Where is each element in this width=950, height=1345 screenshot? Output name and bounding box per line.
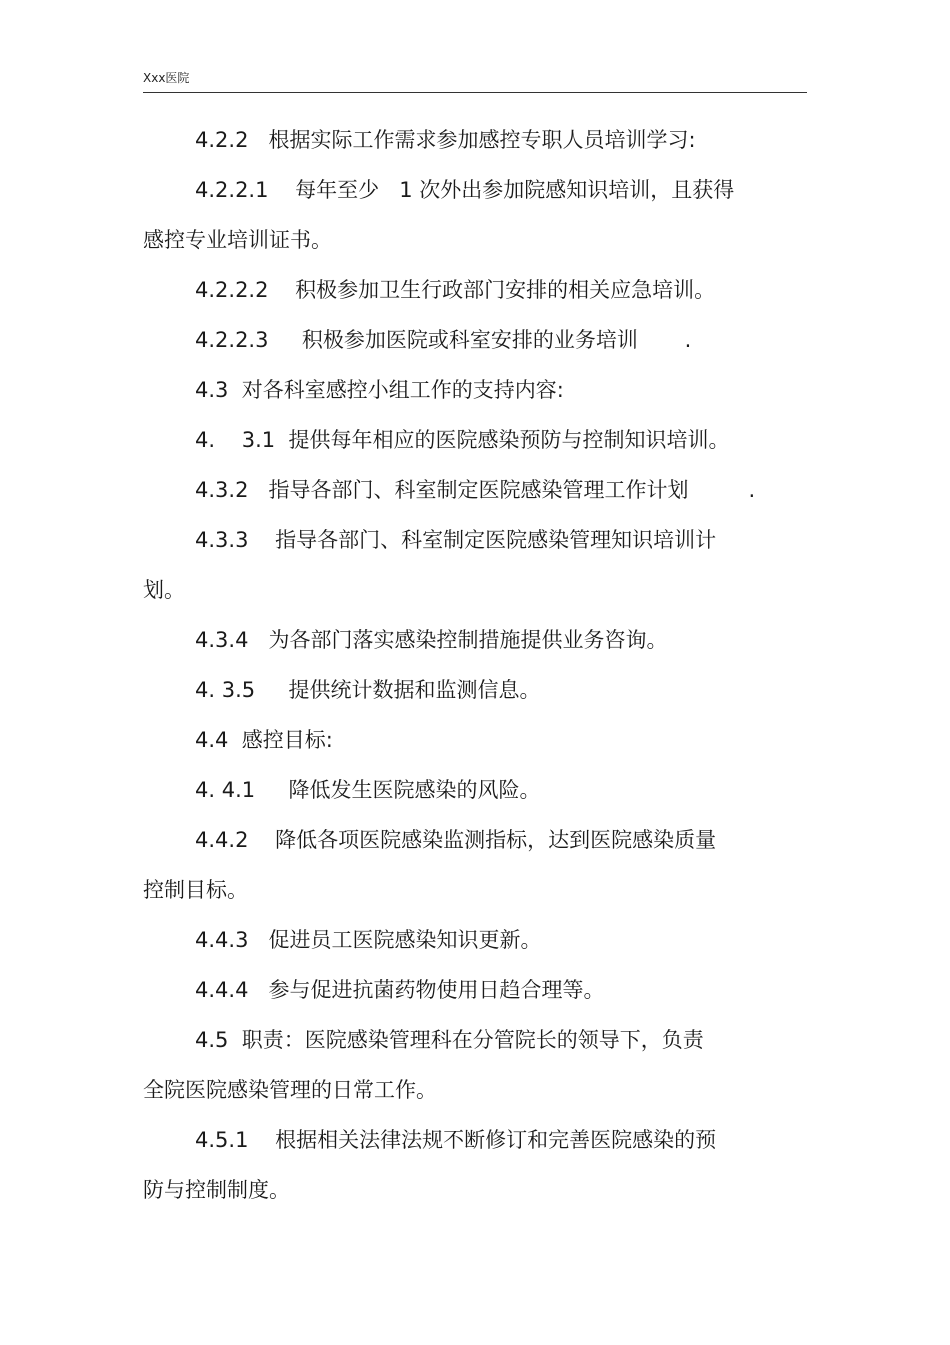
text-line: 4. 3.1 提供每年相应的医院感染预防与控制知识培训。 [195,428,730,452]
text-line: 控制目标。 [143,878,248,902]
text-line: 4.3.2 指导各部门、科室制定医院感染管理工作计划 . [195,478,756,502]
text-line: 4. 3.5 提供统计数据和监测信息。 [195,678,541,702]
text-line: 全院医院感染管理的日常工作。 [143,1078,437,1102]
text-line: 划。 [143,578,185,602]
text-line: 感控专业培训证书。 [143,228,332,252]
text-line: 4.4 感控目标: [195,728,333,752]
text-line: 4.3.4 为各部门落实感染控制措施提供业务咨询。 [195,628,668,652]
text-line: 4.2.2.1 每年至少 1 次外出参加院感知识培训，且获得 [195,178,735,202]
text-line: 4.4.3 促进员工医院感染知识更新。 [195,928,542,952]
document-body [143,115,807,1215]
text-line: 防与控制制度。 [143,1178,290,1202]
text-line: 4.4.4 参与促进抗菌药物使用日趋合理等。 [195,978,605,1002]
text-line: 4.2.2 根据实际工作需求参加感控专职人员培训学习: [195,128,696,152]
text-line: 4.5 职责：医院感染管理科在分管院长的领导下，负责 [195,1028,704,1052]
text-line: 4.2.2.3 积极参加医院或科室安排的业务培训 . [195,328,692,352]
text-line: 4.5.1 根据相关法律法规不断修订和完善医院感染的预 [195,1128,717,1152]
text-line: 4.4.2 降低各项医院感染监测指标，达到医院感染质量 [195,828,717,852]
text-line: 4. 4.1 降低发生医院感染的风险。 [195,778,541,802]
text-line: 4.2.2.2 积极参加卫生行政部门安排的相关应急培训。 [195,278,716,302]
text-line: 4.3.3 指导各部门、科室制定医院感染管理知识培训计 [195,528,717,552]
header-hospital-name: Xxx医院 [143,71,190,85]
text-line: 4.3 对各科室感控小组工作的支持内容: [195,378,564,402]
page-header [143,70,807,93]
